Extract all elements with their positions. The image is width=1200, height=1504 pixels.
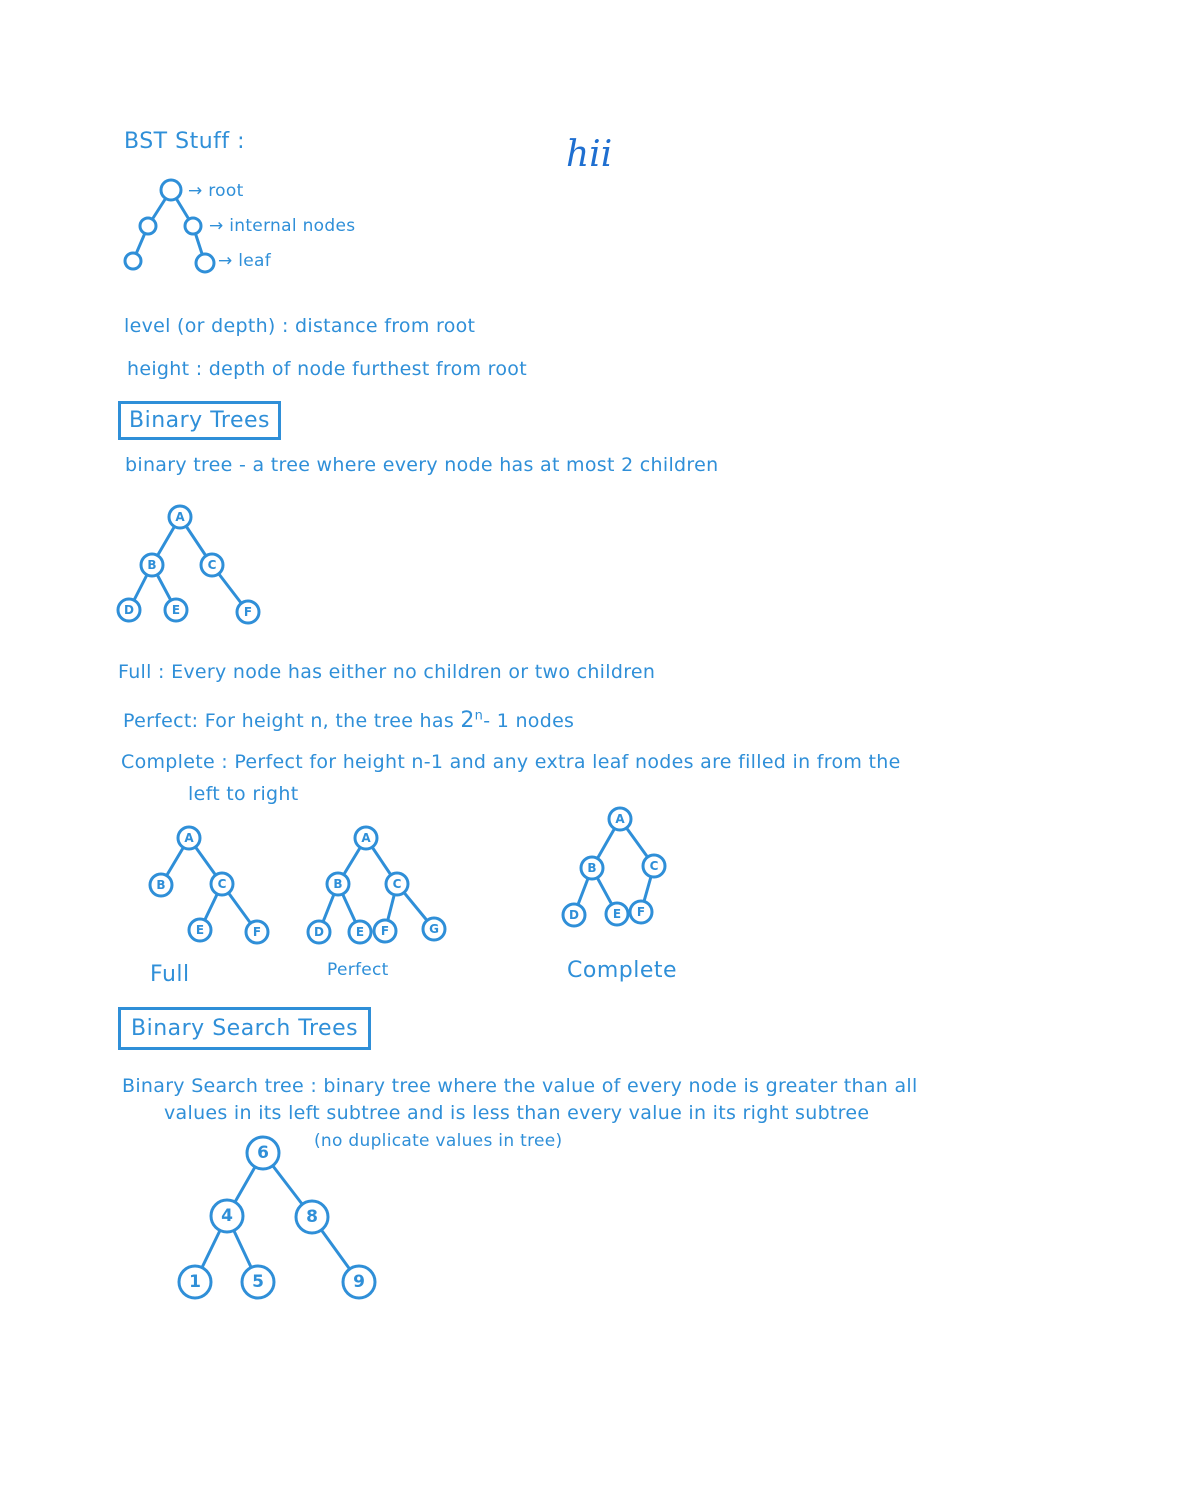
svg-text:E: E	[355, 925, 365, 939]
caption-perfect: Perfect	[327, 960, 389, 980]
complete-definition-line1: Complete : Perfect for height n-1 and any extra leaf nodes are filled in from the	[121, 751, 901, 773]
tree-node	[386, 873, 408, 895]
svg-text:G: G	[429, 922, 439, 936]
bst-definition-line1: Binary Search tree : binary tree where the value of every node is greater than all	[122, 1075, 918, 1097]
tree-node	[140, 218, 156, 234]
example-tree	[118, 506, 259, 623]
svg-text:4: 4	[221, 1206, 233, 1226]
tree-node	[242, 1266, 274, 1298]
tree-node	[581, 857, 603, 879]
tree-node	[630, 901, 652, 923]
tree-node	[165, 599, 187, 621]
svg-text:C: C	[207, 558, 217, 572]
svg-text:D: D	[124, 603, 134, 617]
tree-node	[308, 921, 330, 943]
tree-node	[374, 920, 396, 942]
svg-text:9: 9	[353, 1272, 365, 1292]
svg-text:B: B	[587, 861, 597, 875]
svg-text:F: F	[252, 925, 262, 939]
tree-node	[343, 1266, 375, 1298]
svg-text:C: C	[649, 859, 659, 873]
svg-text:A: A	[175, 510, 185, 524]
bst-heading: Binary Search Trees	[118, 1007, 371, 1050]
svg-text:E: E	[195, 923, 205, 937]
tree-node	[327, 873, 349, 895]
binary-trees-heading: Binary Trees	[118, 401, 281, 440]
bst-definition-line3: (no duplicate values in tree)	[314, 1131, 563, 1151]
leaf-label: → leaf	[218, 251, 272, 271]
tree-node	[141, 554, 163, 576]
caption-complete: Complete	[567, 958, 678, 983]
full-tree	[150, 827, 268, 943]
page-title: BST Stuff :	[124, 129, 246, 154]
svg-text:C: C	[392, 877, 402, 891]
tree-node	[179, 1266, 211, 1298]
svg-text:5: 5	[252, 1272, 264, 1292]
tree-node	[423, 918, 445, 940]
complete-definition-line2: left to right	[188, 783, 299, 805]
tree-node	[201, 554, 223, 576]
tree-node	[118, 599, 140, 621]
tree-node	[196, 254, 214, 272]
tree-node	[178, 827, 200, 849]
tree-node	[189, 919, 211, 941]
root-label: → root	[188, 181, 244, 201]
svg-text:B: B	[147, 558, 157, 572]
perfect-suffix: - 1 nodes	[483, 710, 575, 732]
binary-tree-definition: binary tree - a tree where every node has at most 2 children	[125, 454, 719, 476]
tree-node	[185, 218, 201, 234]
level-definition: level (or depth) : distance from root	[124, 315, 476, 337]
svg-text:D: D	[569, 908, 579, 922]
tree-node	[246, 921, 268, 943]
tree-node	[247, 1137, 279, 1169]
tree-node	[237, 601, 259, 623]
svg-text:E: E	[612, 907, 622, 921]
internal-nodes-label: → internal nodes	[209, 216, 356, 236]
caption-full: Full	[150, 962, 190, 987]
full-definition: Full : Every node has either no children or two children	[118, 661, 656, 683]
tree-node	[609, 808, 631, 830]
tree-node	[211, 1200, 243, 1232]
tree-node	[606, 903, 628, 925]
svg-text:C: C	[217, 877, 227, 891]
tree-node	[125, 253, 141, 269]
tree-node	[349, 921, 371, 943]
perfect-tree	[308, 827, 445, 943]
height-definition: height : depth of node furthest from root	[127, 358, 527, 380]
svg-text:F: F	[636, 905, 646, 919]
complete-tree	[563, 808, 665, 926]
tree-node	[169, 506, 191, 528]
greeting-text: hii	[566, 134, 613, 175]
tree-node	[211, 873, 233, 895]
tree-node	[161, 180, 181, 200]
svg-text:D: D	[314, 925, 324, 939]
svg-text:6: 6	[257, 1143, 269, 1163]
svg-text:B: B	[156, 878, 166, 892]
tree-node	[643, 855, 665, 877]
svg-text:1: 1	[189, 1272, 201, 1292]
svg-text:A: A	[184, 831, 194, 845]
svg-text:B: B	[333, 877, 343, 891]
tree-node	[355, 827, 377, 849]
svg-text:F: F	[243, 605, 253, 619]
svg-text:A: A	[615, 812, 625, 826]
tree-node	[563, 904, 585, 926]
bst-tree	[179, 1137, 375, 1298]
svg-text:8: 8	[306, 1207, 318, 1227]
perfect-prefix: Perfect: For height n, the tree has	[123, 710, 461, 732]
svg-text:A: A	[361, 831, 371, 845]
perfect-exponent: n	[474, 708, 484, 724]
tree-node	[150, 874, 172, 896]
bst-definition-line2: values in its left subtree and is less than every value in its right subtree	[164, 1102, 870, 1124]
svg-text:E: E	[171, 603, 181, 617]
perfect-base: 2	[460, 708, 475, 733]
perfect-definition	[123, 708, 574, 733]
tree-node	[296, 1201, 328, 1233]
svg-text:F: F	[380, 924, 390, 938]
